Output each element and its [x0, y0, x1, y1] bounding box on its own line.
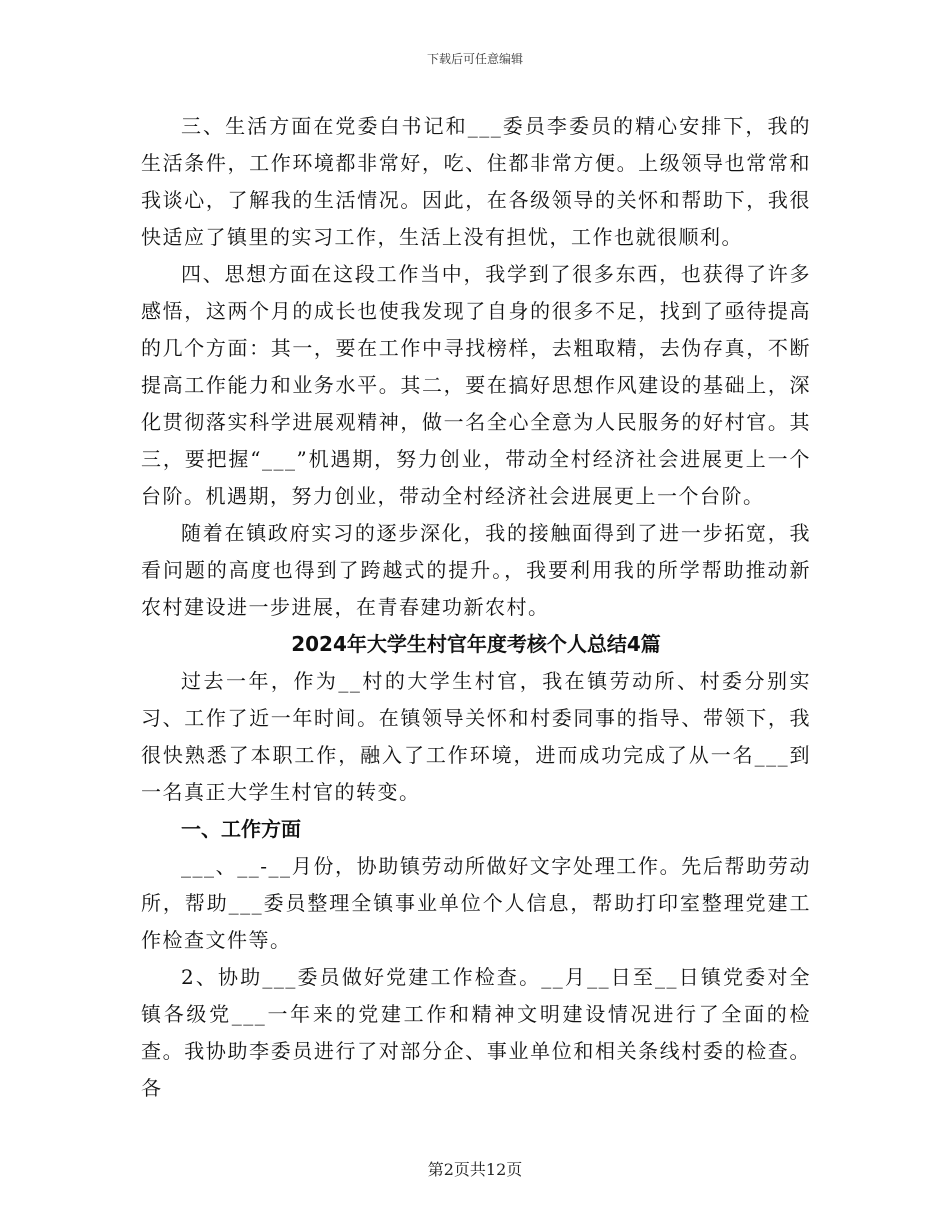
- heading-work: 一、工作方面: [181, 817, 301, 841]
- paragraph-conclusion: 随着在镇政府实习的逐步深化，我的接触面得到了进一步拓宽，我看问题的高度也得到了跨越式的提升。，我要利用我的所学帮助推动新农村建设进一步进展，在青春建功新农村。: [141, 521, 811, 619]
- paragraph-work-item-2: 2、协助___委员做好党建工作检查。__月__日至__日镇党委对全镇各级党___一年来的党建工作和精神文明建设情况进行了全面的检查。我协助李委员进行了对部分企、事业单位和相关条线村委的检查。各: [141, 965, 811, 1100]
- page-header: 下载后可任意编辑: [426, 52, 523, 66]
- paragraph-work-item-1: ___、__-__月份，协助镇劳动所做好文字处理工作。先后帮助劳动所，帮助___委员整理全镇事业单位个人信息，帮助打印室整理党建工作检查文件等。: [141, 854, 811, 952]
- paragraph-living: 三、生活方面在党委白书记和___委员李委员的精心安排下，我的生活条件，工作环境都非常好，吃、住都非常方便。上级领导也常常和我谈心，了解我的生活情况。因此，在各级领导的关怀和帮助下，我很快适应了镇里的实习工作，生活上没有担忧，工作也就很顺利。: [141, 114, 811, 249]
- paragraph-thoughts: 四、思想方面在这段工作当中，我学到了很多东西，也获得了许多感悟，这两个月的成长也使我发现了自身的很多不足，找到了亟待提高的几个方面：其一，要在工作中寻找榜样，去粗取精，去伪存真，不断提高工作能力和业务水平。其二，要在搞好思想作风建设的基础上，深化贯彻落实科学进展观精神，做一名全心全意为人民服务的好村官。其三，要把握“___”机遇期，努力创业，带动全村经济社会进展更上一个台阶。机遇期，努力创业，带动全村经济社会进展更上一个台阶。: [141, 262, 811, 508]
- paragraph-intro: 过去一年，作为__村的大学生村官，我在镇劳动所、村委分别实习、工作了近一年时间。在镇领导关怀和村委同事的指导、带领下，我很快熟悉了本职工作，融入了工作环境，进而成功完成了从一名___到一名真正大学生村官的转变。: [141, 669, 811, 804]
- section-title: 2024年大学生村官年度考核个人总结4篇: [291, 632, 661, 656]
- document-body: [141, 108, 811, 1107]
- page-footer: 第2页共12页: [427, 1160, 523, 1179]
